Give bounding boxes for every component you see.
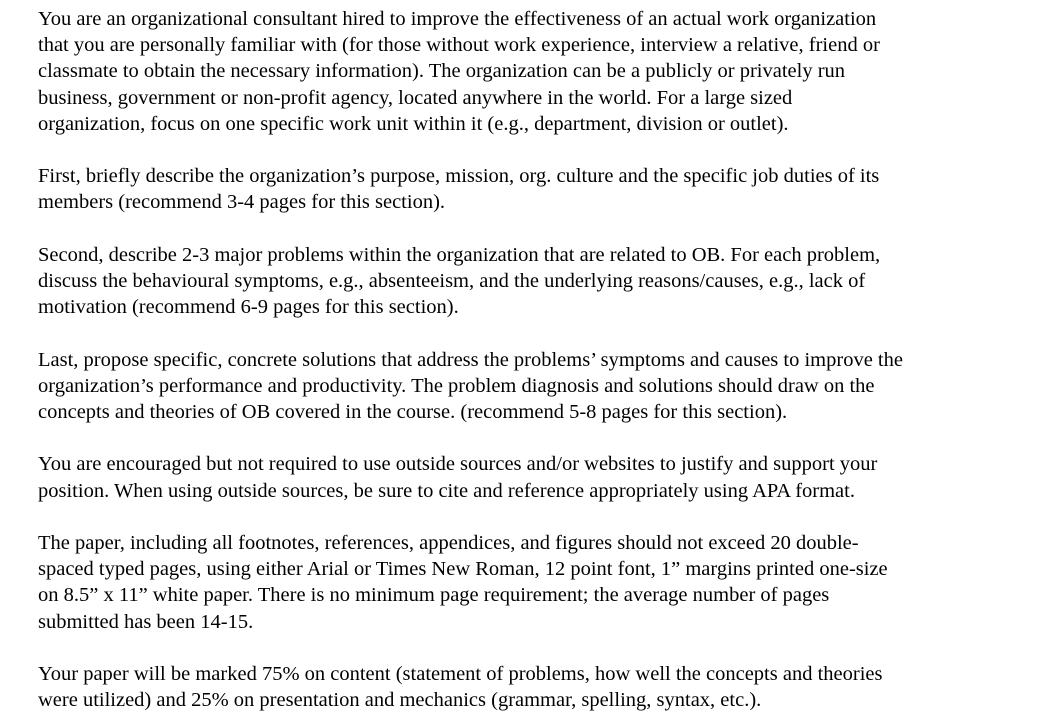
text-line: were utilized) and 25% on presentation and mechanics (grammar, spelling, syntax, etc.).	[38, 689, 762, 712]
paragraph-introduction	[38, 6, 1028, 137]
text-line: spaced typed pages, using either Arial or Times New Roman, 12 point font, 1” margins printed one-size	[38, 558, 888, 581]
text-line: First, briefly describe the organization’s purpose, mission, org. culture and the specific job duties of its	[38, 165, 880, 188]
text-line: Second, describe 2-3 major problems within the organization that are related to OB. For each problem,	[38, 243, 881, 266]
text-line: business, government or non-profit agency, located anywhere in the world. For a large sized	[38, 86, 793, 109]
text-line: The paper, including all footnotes, references, appendices, and figures should not exceed 20 double-	[38, 531, 859, 554]
text-line: members (recommend 3-4 pages for this section).	[38, 191, 446, 214]
text-line: discuss the behavioural symptoms, e.g., absenteeism, and the underlying reasons/causes, e.g., lack of	[38, 270, 866, 292]
paragraph-formatting-requirements	[38, 530, 1028, 635]
text-line: classmate to obtain the necessary information). The organization can be a publicly or privately run	[38, 60, 846, 83]
text-line: organization, focus on one specific work unit within it (e.g., department, division or outlet).	[38, 112, 789, 135]
text-line: motivation (recommend 6-9 pages for this section).	[38, 296, 459, 319]
text-line: that you are personally familiar with (for those without work experience, interview a relative, friend or	[38, 34, 880, 57]
paragraph-first-section	[38, 163, 1028, 215]
paragraph-marking-scheme	[38, 661, 1028, 713]
paragraph-last-section	[38, 347, 1028, 426]
text-line: You are encouraged but not required to use outside sources and/or websites to justify and support your	[38, 453, 878, 476]
paragraph-second-section	[38, 242, 1028, 321]
text-line: concepts and theories of OB covered in the course. (recommend 5-8 pages for this section).	[38, 401, 788, 423]
text-line: on 8.5” x 11” white paper. There is no minimum page requirement; the average number of pages	[38, 584, 830, 607]
text-line: submitted has been 14-15.	[38, 610, 254, 633]
text-line: position. When using outside sources, be sure to cite and reference appropriately using APA format.	[38, 479, 855, 502]
paragraph-outside-sources	[38, 451, 1028, 503]
text-line: You are an organizational consultant hired to improve the effectiveness of an actual work organization	[38, 8, 877, 30]
text-line: Your paper will be marked 75% on content (statement of problems, how well the concepts and theories	[38, 662, 883, 685]
text-line: organization’s performance and productivity. The problem diagnosis and solutions should draw on the	[38, 374, 875, 397]
text-line: Last, propose specific, concrete solutions that address the problems’ symptoms and causes to improve the	[38, 348, 903, 371]
